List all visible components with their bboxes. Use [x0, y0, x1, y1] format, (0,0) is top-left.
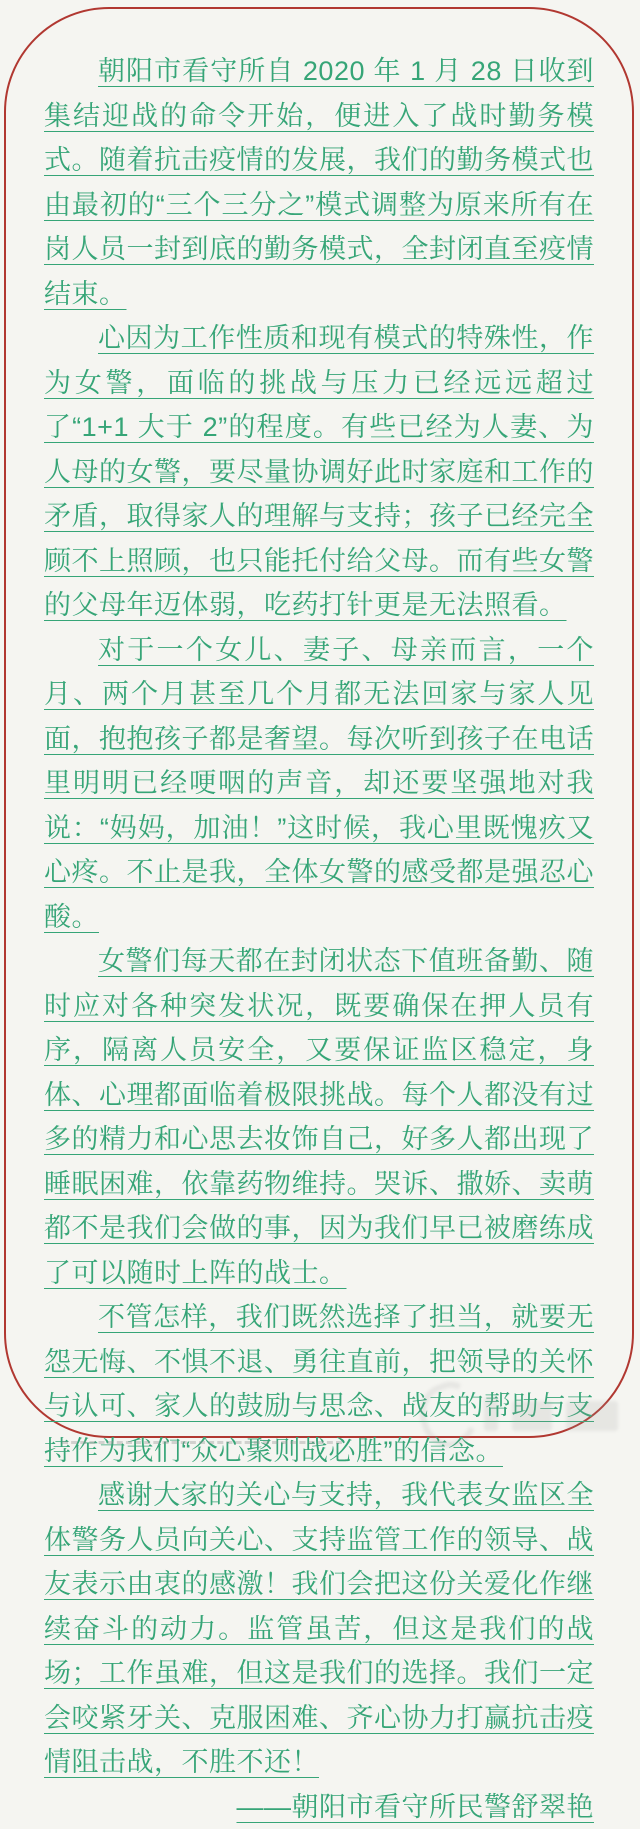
paragraph: 感谢大家的关心与支持，我代表女监区全体警务人员向关心、支持监管工作的领导、战友表示由衷的感激！我们会把这份关爱化作继续奋斗的动力。监管虽苦，但这是我们的战场；工作虽难，但这是我们的选择。我们一定会咬紧牙关、克服困难、齐心协力打赢抗击疫情阻击战，不胜不还！ [44, 1473, 594, 1785]
paragraph: 朝阳市看守所自 2020 年 1 月 28 日收到集结迎战的命令开始，便进入了战时勤务模式。随着抗击疫情的发展，我们的勤务模式也由最初的“三个三分之”模式调整为原来所有在岗人员一封到底的勤务模式，全封闭直至疫情结束。 [44, 49, 594, 316]
article-body [44, 49, 594, 1829]
signature: ——朝阳市看守所民警舒翠艳 [44, 1785, 594, 1829]
paragraph: 女警们每天都在封闭状态下值班备勤、随时应对各种突发状况，既要确保在押人员有序，隔离人员安全，又要保证监区稳定，身体、心理都面临着极限挑战。每个人都没有过多的精力和心思去妆饰自己，好多人都出现了睡眠困难，依靠药物维持。哭诉、撒娇、卖萌都不是我们会做的事，因为我们早已被磨练成了可以随时上阵的战士。 [44, 939, 594, 1295]
paragraph: 不管怎样，我们既然选择了担当，就要无怨无悔、不惧不退、勇往直前，把领导的关怀与认可、家人的鼓励与思念、战友的帮助与支持作为我们“众心聚则战必胜”的信念。 [44, 1295, 594, 1473]
paragraph: 心因为工作性质和现有模式的特殊性，作为女警，面临的挑战与压力已经远远超过了“1+1 大于 2”的程度。有些已经为人妻、为人母的女警，要尽量协调好此时家庭和工作的矛盾，取得家人的理解与支持；孩子已经完全顾不上照顾，也只能托付给父母。而有些女警的父母年迈体弱，吃药打针更是无法照看。 [44, 316, 594, 628]
paragraphs-container [44, 49, 594, 1785]
paragraph: 对于一个女儿、妻子、母亲而言，一个月、两个月甚至几个月都无法回家与家人见面，抱抱孩子都是奢望。每次听到孩子在电话里明明已经哽咽的声音，却还要坚强地对我说：“妈妈，加油！”这时候，我心里既愧疚又心疼。不止是我，全体女警的感受都是强忍心酸。 [44, 628, 594, 940]
